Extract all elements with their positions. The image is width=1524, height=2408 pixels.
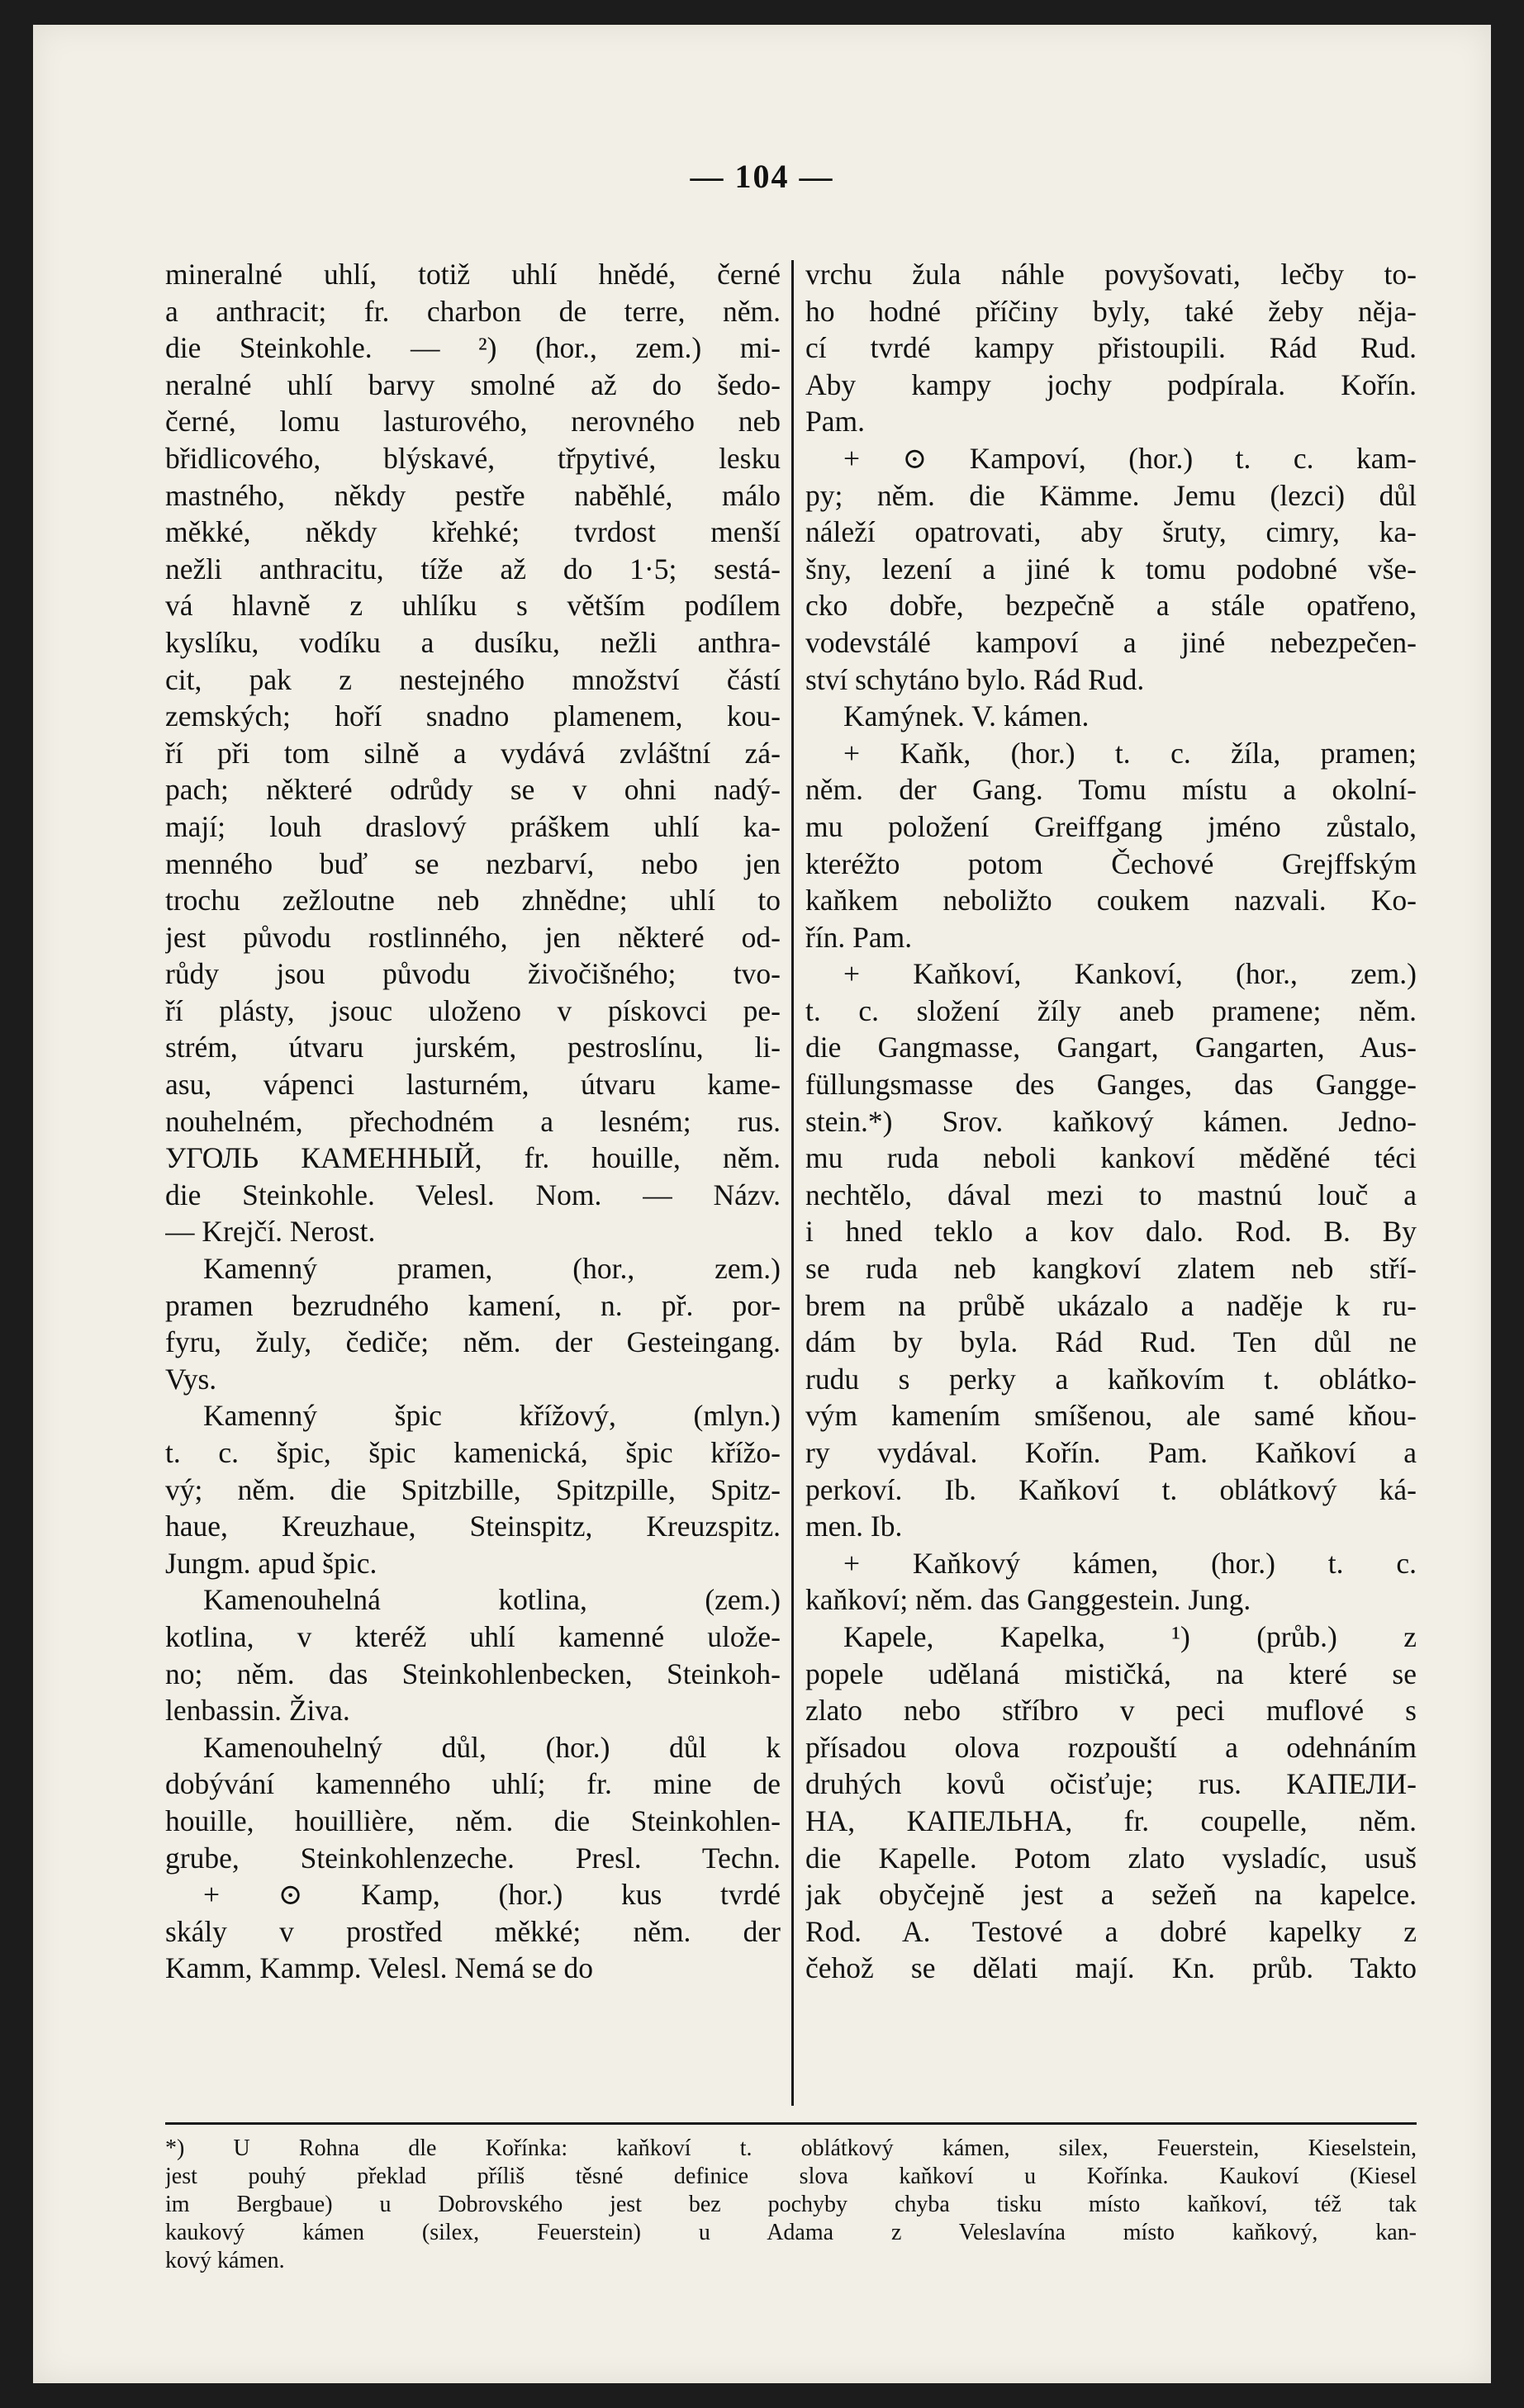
text-line: brem na průbě ukázalo a naděje k ru- xyxy=(805,1288,1417,1322)
text-line: + ⊙ Kamp, (hor.) kus tvrdé xyxy=(203,1878,781,1912)
text-line: fyru, žuly, čediče; něm. der Gesteingang. xyxy=(165,1325,781,1359)
text-line: i hned teklo a kov dalo. Rod. B. By xyxy=(805,1215,1417,1249)
text-line: pramen bezrudného kamení, n. př. por- xyxy=(165,1288,781,1322)
text-line: Kamm, Kammp. Velesl. Nemá se do xyxy=(165,1951,593,1985)
text-line: trochu zežloutne neb zhnědne; uhlí to xyxy=(165,884,781,917)
text-line: kový kámen. xyxy=(165,2248,285,2273)
text-line: Kamenouhelný důl, (hor.) důl k xyxy=(203,1730,781,1764)
text-line: vý; něm. die Spitzbille, Spitzpille, Spitz- xyxy=(165,1472,781,1506)
text-line: py; něm. die Kämme. Jemu (lezci) důl xyxy=(805,478,1417,512)
text-line: kyslíku, vodíku a dusíku, nežli anthra- xyxy=(165,625,781,659)
right-column xyxy=(805,256,1417,1987)
text-line: šny, lezení a jiné k tomu podobné vše- xyxy=(805,552,1417,585)
text-line: die Gangmasse, Gangart, Gangarten, Aus- xyxy=(805,1031,1417,1064)
text-line: no; něm. das Steinkohlenbecken, Steinkoh- xyxy=(165,1657,781,1690)
column-divider xyxy=(791,260,794,2106)
text-line: nouhelném, přechodném a lesném; rus. xyxy=(165,1104,781,1138)
footnote-divider xyxy=(165,2122,1417,2125)
text-line: skály v prostřed měkké; něm. der xyxy=(165,1914,781,1948)
text-line: Rod. A. Testové a dobré kapelky z xyxy=(805,1914,1417,1948)
text-line: řín. Pam. xyxy=(805,920,913,954)
text-line: Kamenný pramen, (hor., zem.) xyxy=(203,1252,781,1286)
text-line: vodevstálé kampoví a jiné nebezpečen- xyxy=(805,625,1417,659)
left-column xyxy=(165,256,781,1987)
text-line: die Steinkohle. Velesl. Nom. — Názv. xyxy=(165,1178,781,1211)
text-line: + Kaňkoví, Kankoví, (hor., zem.) xyxy=(843,957,1417,991)
text-line: kaňkem neboližto coukem nazvali. Ko- xyxy=(805,884,1417,917)
text-line: pach; některé odrůdy se v ohni nadý- xyxy=(165,773,781,807)
text-line: vá hlavně z uhlíku s větším podílem xyxy=(165,589,781,623)
text-line: vrchu žula náhle povyšovati, lečby to- xyxy=(805,258,1417,291)
text-line: men. Ib. xyxy=(805,1510,903,1543)
text-line: Aby kampy jochy podpírala. Kořín. xyxy=(805,367,1417,401)
text-line: + ⊙ Kampoví, (hor.) t. c. kam- xyxy=(843,441,1417,475)
text-line: УГОЛЬ КАМЕННЫЙ, fr. houille, něm. xyxy=(165,1141,781,1175)
text-line: menného buď se nezbarví, nebo jen xyxy=(165,846,781,880)
text-line: haue, Kreuzhaue, Steinspitz, Kreuzspitz. xyxy=(165,1510,781,1543)
text-line: cí tvrdé kampy přistoupili. Rád Rud. xyxy=(805,331,1417,365)
text-line: stein.*) Srov. kaňkový kámen. Jedno- xyxy=(805,1104,1417,1138)
text-line: kaňkoví; něm. das Ganggestein. Jung. xyxy=(805,1583,1251,1617)
text-line: Pam. xyxy=(805,405,865,438)
text-line: zlato nebo stříbro v peci muflové s xyxy=(805,1694,1417,1728)
text-line: strém, útvaru jurském, pestroslínu, li- xyxy=(165,1031,781,1064)
text-line: mu položení Greiffgang jméno zůstalo, xyxy=(805,809,1417,843)
text-line: jest původu rostlinného, jen některé od- xyxy=(165,920,781,954)
text-line: im Bergbaue) u Dobrovského jest bez pochyby chyba tisku místo kaňkoví, též tak xyxy=(165,2192,1417,2217)
text-line: jak obyčejně jest a sežeň na kapelce. xyxy=(805,1878,1417,1912)
text-line: vým kamením smíšenou, ale samé kňou- xyxy=(805,1399,1417,1433)
book-page xyxy=(33,25,1491,2383)
text-line: cko dobře, bezpečně a stále opatřeno, xyxy=(805,589,1417,623)
text-line: se ruda neb kangkoví zlatem neb stří- xyxy=(805,1252,1417,1286)
text-line: *) U Rohna dle Kořínka: kaňkoví t. oblátkový kámen, silex, Feuerstein, Kieselstein, xyxy=(165,2135,1417,2161)
text-line: t. c. složení žíly aneb pramene; něm. xyxy=(805,993,1417,1027)
text-line: kotlina, v kteréž uhlí kamenné ulože- xyxy=(165,1619,781,1653)
text-line: Kamenný špic křížový, (mlyn.) xyxy=(203,1399,781,1433)
page-number: — 104 — xyxy=(690,158,834,195)
text-line: něm. der Gang. Tomu místu a okolní- xyxy=(805,773,1417,807)
text-line: ho hodné příčiny byly, také žeby něja- xyxy=(805,294,1417,328)
text-line: ří plásty, jsouc uloženo v pískovci pe- xyxy=(165,993,781,1027)
text-line: nežli anthracitu, tíže až do 1·5; sestá- xyxy=(165,552,781,585)
text-line: grube, Steinkohlenzeche. Presl. Techn. xyxy=(165,1841,781,1875)
text-line: asu, vápenci lasturném, útvaru kame- xyxy=(165,1068,781,1102)
text-line: náleží opatrovati, aby šruty, cimry, ka- xyxy=(805,515,1417,549)
text-line: Kapele, Kapelka, ¹) (průb.) z xyxy=(843,1619,1417,1653)
text-line: houille, houillière, něm. die Steinkohlen- xyxy=(165,1804,781,1837)
text-line: ry vydával. Kořín. Pam. Kaňkoví a xyxy=(805,1436,1417,1469)
text-line: dobývání kamenného uhlí; fr. mine de xyxy=(165,1767,781,1801)
text-line: mastného, někdy pestře naběhlé, málo xyxy=(165,478,781,512)
text-line: břidlicového, blýskavé, třpytivé, lesku xyxy=(165,441,781,475)
text-line: НА, КАПЕЛЬНА, fr. coupelle, něm. xyxy=(805,1804,1417,1837)
text-line: jest pouhý překlad příliš těsné definice slova kaňkoví u Kořínka. Kaukoví (Kiesel xyxy=(165,2164,1417,2189)
text-line: füllungsmasse des Ganges, das Gangge- xyxy=(805,1068,1417,1102)
text-line: kteréžto potom Čechové Grejffským xyxy=(805,846,1417,880)
text-line: Kamýnek. V. kámen. xyxy=(843,699,1090,733)
text-line: — Krejčí. Nerost. xyxy=(165,1215,376,1249)
text-line: cit, pak z nestejného množství částí xyxy=(165,662,781,696)
footnote xyxy=(165,2135,1417,2275)
text-line: nechtělo, dával mezi to mastnú louč a xyxy=(805,1178,1417,1211)
text-line: čehož se dělati mají. Kn. průb. Takto xyxy=(805,1951,1417,1985)
text-line: mají; louh draslový práškem uhlí ka- xyxy=(165,809,781,843)
text-line: rudu s perky a kaňkovím t. oblátko- xyxy=(805,1362,1417,1396)
text-line: + Kaňk, (hor.) t. c. žíla, pramen; xyxy=(843,736,1417,770)
text-line: + Kaňkový kámen, (hor.) t. c. xyxy=(843,1546,1417,1580)
text-line: Kamenouhelná kotlina, (zem.) xyxy=(203,1583,781,1617)
text-line: růdy jsou původu živočišného; tvo- xyxy=(165,957,781,991)
text-line: t. c. špic, špic kamenická, špic křížo- xyxy=(165,1436,781,1469)
text-line: Jungm. apud špic. xyxy=(165,1546,377,1580)
text-line: mu ruda neboli kankoví měděné téci xyxy=(805,1141,1417,1175)
text-line: kaukový kámen (silex, Feuerstein) u Adama z Veleslavína místo kaňkový, kan- xyxy=(165,2220,1417,2245)
text-line: černé, lomu lasturového, nerovného neb xyxy=(165,405,781,438)
text-line: ří při tom silně a vydává zvláštní zá- xyxy=(165,736,781,770)
text-line: Vys. xyxy=(165,1362,217,1396)
text-line: druhých kovů očisťuje; rus. КАПЕЛИ- xyxy=(805,1767,1417,1801)
text-line: dám by byla. Rád Rud. Ten důl ne xyxy=(805,1325,1417,1359)
text-line: měkké, někdy křehké; tvrdost menší xyxy=(165,515,781,549)
text-line: die Steinkohle. — ²) (hor., zem.) mi- xyxy=(165,331,781,365)
text-line: lenbassin. Živa. xyxy=(165,1694,350,1728)
text-line: zemských; hoří snadno plamenem, kou- xyxy=(165,699,781,733)
text-line: neralné uhlí barvy smolné až do šedo- xyxy=(165,367,781,401)
text-line: die Kapelle. Potom zlato vysladíc, usuš xyxy=(805,1841,1417,1875)
text-line: a anthracit; fr. charbon de terre, něm. xyxy=(165,294,781,328)
text-line: popele udělaná mističká, na které se xyxy=(805,1657,1417,1690)
text-line: ství schytáno bylo. Rád Rud. xyxy=(805,662,1145,696)
text-line: perkoví. Ib. Kaňkoví t. oblátkový ká- xyxy=(805,1472,1417,1506)
text-line: přísadou olova rozpouští a odehnáním xyxy=(805,1730,1417,1764)
text-line: mineralné uhlí, totiž uhlí hnědé, černé xyxy=(165,258,781,291)
